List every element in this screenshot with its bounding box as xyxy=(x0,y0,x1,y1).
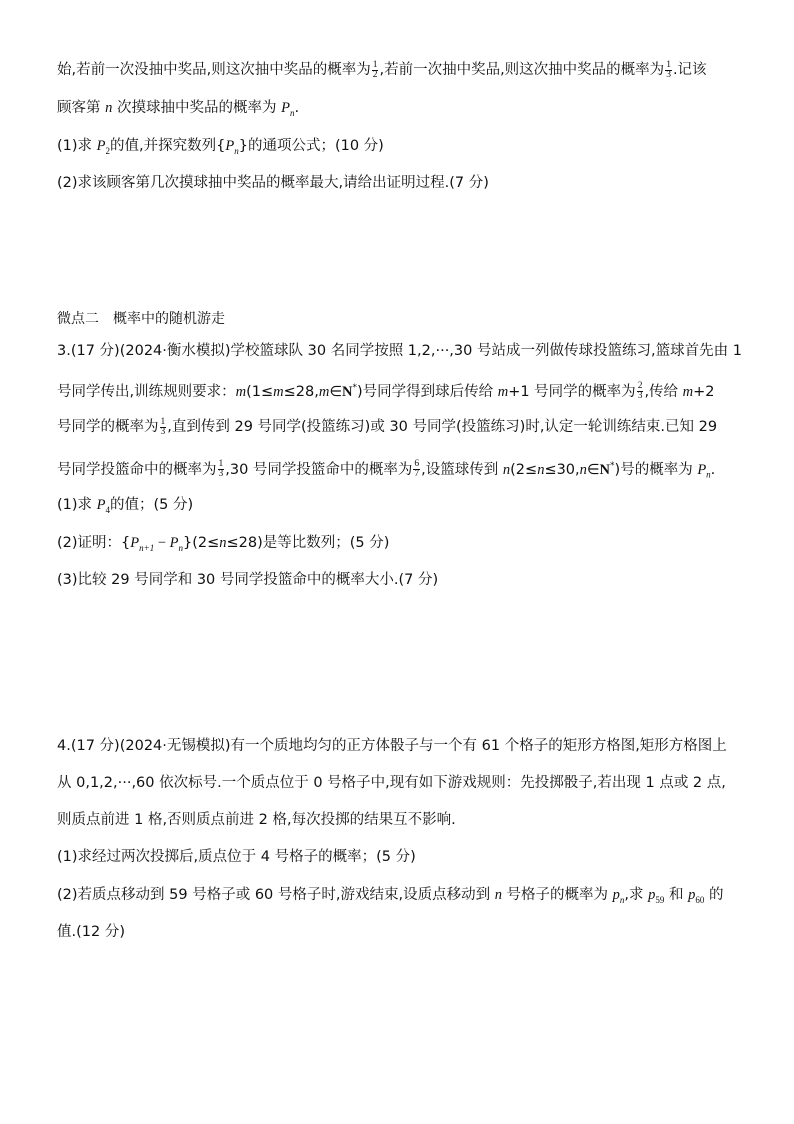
text: (1)求 xyxy=(57,497,97,513)
subscript: 2 xyxy=(105,145,111,156)
subscript: 4 xyxy=(105,504,111,515)
fraction-1-3: $\frac{1}{3}$ xyxy=(160,416,166,437)
subscript: n xyxy=(178,542,183,553)
text: ,求 xyxy=(624,887,649,903)
text: 始,若前一次没抽中奖品,则这次抽中奖品的概率为 xyxy=(57,62,371,78)
fraction-6-7: $\frac{6}{7}$ xyxy=(414,459,420,480)
subscript: n xyxy=(234,145,239,156)
text: 号同学的概率为 xyxy=(57,419,159,435)
text: ≤28)是等比数列；(5 分) xyxy=(226,535,390,551)
text: (2≤ xyxy=(510,461,538,478)
subscript: n+1 xyxy=(139,542,155,553)
text: 和 xyxy=(664,887,689,903)
var-p: p xyxy=(688,887,696,903)
text: ∈ xyxy=(586,461,600,478)
var-p: p xyxy=(612,887,620,903)
var-m: m xyxy=(497,383,509,400)
text: 的值；(5 分) xyxy=(110,497,194,513)
p4-question2-cont: 值.(12 分) xyxy=(57,924,125,940)
text: )号同学得到球后传给 xyxy=(356,383,498,400)
block1-line1 xyxy=(57,59,754,81)
text: 号格子的概率为 xyxy=(501,887,613,903)
p3-line4 xyxy=(57,455,754,486)
subscript: n xyxy=(289,107,295,118)
var-P: P xyxy=(281,100,290,116)
var-m: m xyxy=(273,383,284,400)
text: ∈ xyxy=(329,383,342,400)
text: (1≤ xyxy=(246,383,274,400)
text: (1)求 xyxy=(57,138,97,154)
var-n: n xyxy=(502,461,511,478)
var-P: P xyxy=(96,138,106,154)
subscript: 59 xyxy=(655,894,665,905)
text: +1 号同学的概率为 xyxy=(508,383,636,400)
var-n: n xyxy=(537,461,545,478)
text: (2)证明：{ xyxy=(57,535,131,551)
var-P: P xyxy=(96,497,106,513)
superscript: * xyxy=(352,383,357,393)
text: ,直到传到 29 号同学(投篮练习)或 30 号同学(投篮练习)时,认定一轮训练结束.已知 29 xyxy=(167,419,718,435)
text: 的值,并探究数列{ xyxy=(110,138,226,154)
p3-line1: 3.(17 分)(2024·衡水模拟)学校篮球队 30 名同学按照 1,2,···,30 号站成一列做传球投篮练习,篮球首先由 1 xyxy=(57,343,742,359)
text: 的 xyxy=(704,887,724,903)
subscript: n xyxy=(619,894,625,905)
text: +2 xyxy=(693,383,715,400)
var-P: P xyxy=(697,461,707,478)
text: 号同学传出,训练规则要求： xyxy=(57,383,236,400)
p3-question2 xyxy=(57,532,754,559)
text: ≤28, xyxy=(283,383,319,400)
text: ,30 号同学投篮命中的概率为 xyxy=(225,461,413,478)
p3-question3: (3)比较 29 号同学和 30 号同学投篮命中的概率大小.(7 分) xyxy=(57,572,439,588)
var-n: n xyxy=(219,535,227,551)
text: ,若前一次抽中奖品,则这次抽中奖品的概率为 xyxy=(379,62,665,78)
text: }的通项公式；(10 分) xyxy=(238,138,384,154)
var-m: m xyxy=(318,383,330,400)
subscript: 60 xyxy=(695,894,705,905)
var-p: p xyxy=(648,887,656,903)
text: }(2≤ xyxy=(183,535,220,551)
text: 号同学投篮命中的概率为 xyxy=(57,461,217,478)
p4-line3: 则质点前进 1 格,否则质点前进 2 格,每次投掷的结果互不影响. xyxy=(57,812,456,828)
var-n: n xyxy=(579,461,587,478)
p4-question2 xyxy=(57,884,754,911)
p4-line2: 从 0,1,2,···,60 依次标号.一个质点位于 0 号格子中,现有如下游戏规则：先投掷骰子,若出现 1 点或 2 点, xyxy=(57,775,726,791)
block1-question2: (2)求该顾客第几次摸球抽中奖品的概率最大,请给出证明过程.(7 分) xyxy=(57,175,489,191)
text: ,传给 xyxy=(644,383,683,400)
text: ,设篮球传到 xyxy=(421,461,503,478)
p4-line1: 4.(17 分)(2024·无锡模拟)有一个质地均匀的正方体骰子与一个有 61 个格子的矩形方格图,矩形方格图上 xyxy=(57,738,727,754)
text: )号的概率为 xyxy=(614,461,698,478)
var-n: n xyxy=(494,887,502,903)
p3-question1 xyxy=(57,494,754,521)
subscript: n xyxy=(706,469,711,480)
superscript: * xyxy=(610,461,615,471)
section-heading: 微点二 概率中的随机游走 xyxy=(57,311,225,327)
var-m: m xyxy=(682,383,694,400)
text: 顾客第 xyxy=(57,100,106,116)
var-P: P xyxy=(225,138,235,154)
text: 次摸球抽中奖品的概率为 xyxy=(112,100,282,116)
block1-question1 xyxy=(57,135,754,162)
var-n: n xyxy=(105,100,113,116)
p4-question1: (1)求经过两次投掷后,质点位于 4 号格子的概率；(5 分) xyxy=(57,849,416,865)
block1-line2 xyxy=(57,97,754,124)
p3-line2 xyxy=(57,377,754,403)
minus-sign: − xyxy=(154,535,170,551)
text: . xyxy=(294,100,300,116)
p3-line3 xyxy=(57,416,754,438)
text: (2)若质点移动到 59 号格子或 60 号格子时,游戏结束,设质点移动到 xyxy=(57,887,495,903)
text: . xyxy=(710,461,716,478)
fraction-2-3: $\frac{2}{3}$ xyxy=(637,381,643,402)
fraction-1-3: $\frac{1}{3}$ xyxy=(666,59,671,80)
set-N: N xyxy=(599,461,611,478)
var-P: P xyxy=(169,535,179,551)
var-P: P xyxy=(130,535,140,551)
var-m: m xyxy=(235,383,247,400)
fraction-1-3: $\frac{1}{3}$ xyxy=(218,459,224,480)
set-N: N xyxy=(341,383,353,400)
text: .记该 xyxy=(672,62,707,78)
text: ≤30, xyxy=(544,461,580,478)
fraction-1-2: $\frac{1}{2}$ xyxy=(372,59,378,80)
